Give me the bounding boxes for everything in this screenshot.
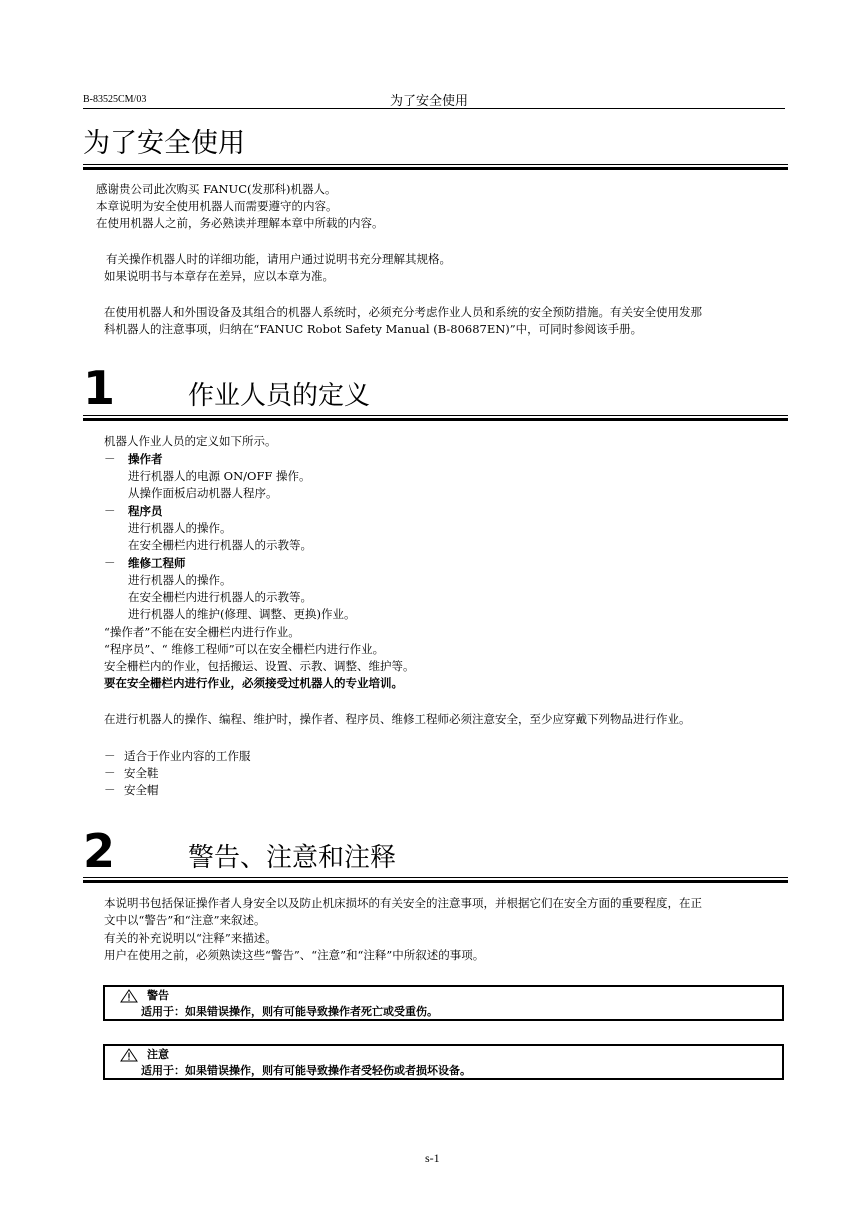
caution-box <box>103 1044 784 1080</box>
ppe-dash: － <box>104 749 116 763</box>
intro-line: 感谢贵公司此次购买 FANUC(发那科)机器人。 <box>96 182 337 196</box>
title-rule-thin <box>83 164 788 165</box>
role-item: 在安全栅栏内进行机器人的示教等。 <box>128 538 312 552</box>
caution-text: 适用于：如果错误操作，则有可能导致操作者受轻伤或者损坏设备。 <box>141 1064 471 1077</box>
chapter-1-lead: 机器人作业人员的定义如下所示。 <box>104 434 277 448</box>
page-number: s-1 <box>425 1151 440 1165</box>
intro-line: 本章说明为安全使用机器人而需要遵守的内容。 <box>96 199 338 213</box>
chapter-1-number: 1 <box>83 361 116 415</box>
chapter-1-rule-thick <box>83 418 788 421</box>
role-item: 进行机器人的维护(修理、调整、更换)作业。 <box>128 607 356 621</box>
caution-label: 注意 <box>147 1048 169 1061</box>
warning-label: 警告 <box>147 989 169 1002</box>
chapter-2-paragraph: 本说明书包括保证操作者人身安全以及防止机床损坏的有关安全的注意事项，并根据它们在安全方面的重要程度，在正 <box>104 896 702 910</box>
role-name-operator: 操作者 <box>128 452 163 466</box>
intro-line: 有关操作机器人时的详细功能，请用户通过说明书充分理解其规格。 <box>106 252 451 266</box>
role-item: 从操作面板启动机器人程序。 <box>128 486 278 500</box>
running-header-title: 为了安全使用 <box>390 94 469 109</box>
chapter-1-note: “操作者”不能在安全栅栏内进行作业。 <box>104 625 300 639</box>
ppe-item: 安全帽 <box>124 783 159 797</box>
title-rule-thick <box>83 167 788 170</box>
ppe-dash: － <box>104 766 116 780</box>
role-item: 在安全栅栏内进行机器人的示教等。 <box>128 590 312 604</box>
chapter-1-rule-thin <box>83 415 788 416</box>
role-item: 进行机器人的操作。 <box>128 573 232 587</box>
chapter-2-title: 警告、注意和注释 <box>188 843 397 873</box>
role-name-programmer: 程序员 <box>128 504 163 518</box>
ppe-item: 适合于作业内容的工作服 <box>124 749 251 763</box>
chapter-1-title: 作业人员的定义 <box>188 381 371 411</box>
chapter-2-rule-thick <box>83 880 788 883</box>
chapter-2-rule-thin <box>83 877 788 878</box>
page-title: 为了安全使用 <box>83 128 245 159</box>
role-name-maintenance: 维修工程师 <box>128 556 186 570</box>
intro-line: 在使用机器人和外围设备及其组合的机器人系统时，必须充分考虑作业人员和系统的安全预防措施。有关安全使用发那 <box>104 305 702 319</box>
chapter-2-number: 2 <box>83 824 116 878</box>
role-dash: － <box>104 504 116 518</box>
ppe-dash: － <box>104 783 116 797</box>
warning-triangle-icon <box>120 1048 138 1062</box>
chapter-2-paragraph: 文中以“警告”和“注意”来叙述。 <box>104 913 266 927</box>
intro-line: 在使用机器人之前，务必熟读并理解本章中所载的内容。 <box>96 216 384 230</box>
role-dash: － <box>104 556 116 570</box>
role-item: 进行机器人的操作。 <box>128 521 232 535</box>
role-dash: － <box>104 452 116 466</box>
chapter-1-note: “程序员”、“ 维修工程师”可以在安全栅栏内进行作业。 <box>104 642 385 656</box>
chapter-1-note: 安全栅栏内的作业，包括搬运、设置、示教、调整、维护等。 <box>104 659 415 673</box>
role-item: 进行机器人的电源 ON/OFF 操作。 <box>128 469 311 483</box>
document-number: B-83525CM/03 <box>83 94 147 105</box>
warning-text: 适用于：如果错误操作，则有可能导致操作者死亡或受重伤。 <box>141 1005 438 1018</box>
intro-line: 科机器人的注意事项，归纳在“FANUC Robot Safety Manual (B-80687EN)”中，可同时参阅该手册。 <box>104 322 643 336</box>
chapter-1-bold-note: 要在安全栅栏内进行作业，必须接受过机器人的专业培训。 <box>104 676 403 690</box>
chapter-2-paragraph: 有关的补充说明以“注释”来描述。 <box>104 931 277 945</box>
ppe-item: 安全鞋 <box>124 766 159 780</box>
intro-line: 如果说明书与本章存在差异，应以本章为准。 <box>104 269 334 283</box>
ppe-intro: 在进行机器人的操作、编程、维护时，操作者、程序员、维修工程师必须注意安全，至少应穿戴下列物品进行作业。 <box>104 712 691 726</box>
warning-box <box>103 985 784 1021</box>
chapter-2-paragraph: 用户在使用之前，必须熟读这些“警告”、“注意”和“注释”中所叙述的事项。 <box>104 948 485 962</box>
warning-triangle-icon <box>120 989 138 1003</box>
header-rule <box>83 108 785 109</box>
